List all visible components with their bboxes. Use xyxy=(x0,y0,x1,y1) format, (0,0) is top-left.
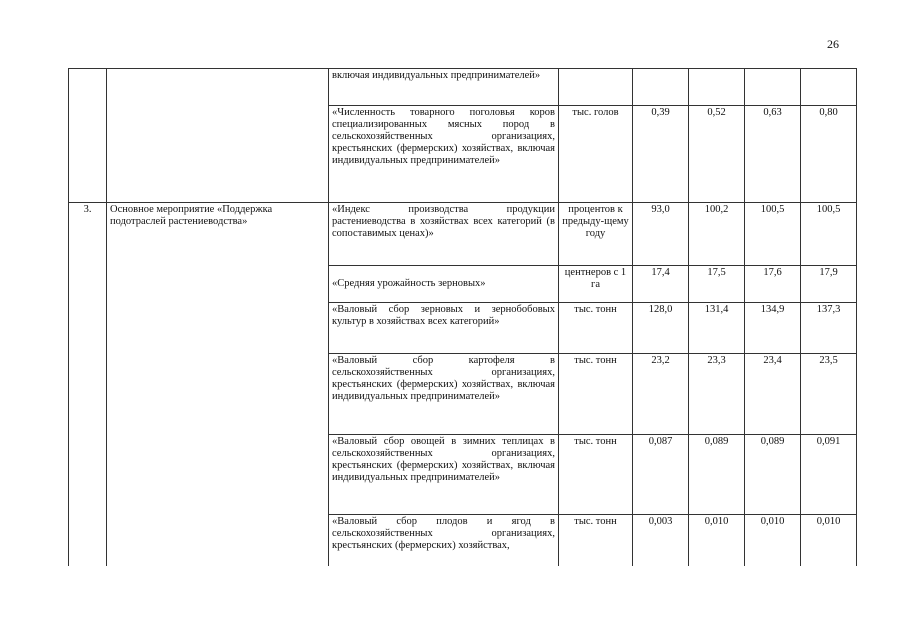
value-cell: 0,39 xyxy=(633,106,689,203)
value-cell: 0,089 xyxy=(745,435,801,515)
value-cell: 0,089 xyxy=(689,435,745,515)
unit-cell: центнеров с 1 га xyxy=(559,266,633,303)
value-cell xyxy=(801,69,857,106)
value-cell: 100,5 xyxy=(745,203,801,266)
activity-name-cell: Основное мероприятие «Поддержка подотраслей растениеводства» xyxy=(107,203,329,566)
indicator-cell: «Валовый сбор овощей в зимних теплицах в сельскохозяйственных организациях, крестьянских (фермерских) хозяйствах, включая индивидуальных предпринимателей» xyxy=(329,435,559,515)
unit-cell: тыс. голов xyxy=(559,106,633,203)
table-row xyxy=(69,203,857,266)
value-cell: 23,5 xyxy=(801,354,857,435)
value-cell xyxy=(689,69,745,106)
indicators-table xyxy=(68,68,857,566)
value-cell: 17,5 xyxy=(689,266,745,303)
value-cell: 23,3 xyxy=(689,354,745,435)
value-cell: 23,4 xyxy=(745,354,801,435)
indicator-cell: «Численность товарного поголовья коров специализированных мясных пород в сельскохозяйственных организациях, крестьянских (фермерских) хозяйствах, включая индивидуальных предпринимателей» xyxy=(329,106,559,203)
value-cell xyxy=(745,69,801,106)
value-cell: 134,9 xyxy=(745,303,801,354)
value-cell: 0,63 xyxy=(745,106,801,203)
value-cell: 23,2 xyxy=(633,354,689,435)
value-cell: 0,003 xyxy=(633,515,689,566)
indicator-cell: «Средняя урожайность зерновых» xyxy=(329,266,559,303)
indicator-cell: включая индивидуальных предпринимателей» xyxy=(329,69,559,106)
value-cell: 17,9 xyxy=(801,266,857,303)
unit-cell: тыс. тонн xyxy=(559,435,633,515)
value-cell: 93,0 xyxy=(633,203,689,266)
value-cell: 100,5 xyxy=(801,203,857,266)
table-row xyxy=(69,69,857,106)
row-number-cell: 3. xyxy=(69,203,107,566)
value-cell: 0,010 xyxy=(745,515,801,566)
indicator-cell: «Валовый сбор зерновых и зернобобовых культур в хозяйствах всех категорий» xyxy=(329,303,559,354)
indicator-cell: «Индекс производства продукции растениеводства в хозяйствах всех категорий (в сопоставимых ценах)» xyxy=(329,203,559,266)
value-cell: 0,010 xyxy=(689,515,745,566)
unit-cell xyxy=(559,69,633,106)
indicator-cell: «Валовый сбор плодов и ягод в сельскохозяйственных организациях, крестьянских (фермерских) хозяйствах, xyxy=(329,515,559,566)
value-cell: 17,6 xyxy=(745,266,801,303)
value-cell: 0,80 xyxy=(801,106,857,203)
value-cell: 100,2 xyxy=(689,203,745,266)
value-cell: 131,4 xyxy=(689,303,745,354)
value-cell: 0,52 xyxy=(689,106,745,203)
unit-cell: тыс. тонн xyxy=(559,515,633,566)
value-cell: 0,010 xyxy=(801,515,857,566)
page-number: 26 xyxy=(827,37,839,51)
value-cell: 0,091 xyxy=(801,435,857,515)
value-cell xyxy=(633,69,689,106)
value-cell: 137,3 xyxy=(801,303,857,354)
row-number-cell xyxy=(69,69,107,203)
unit-cell: процентов к предыду-щему году xyxy=(559,203,633,266)
unit-cell: тыс. тонн xyxy=(559,354,633,435)
value-cell: 128,0 xyxy=(633,303,689,354)
indicator-cell: «Валовый сбор картофеля в сельскохозяйственных организациях, крестьянских (фермерских) хозяйствах, включая индивидуальных предпринимателей» xyxy=(329,354,559,435)
activity-name-cell xyxy=(107,69,329,203)
value-cell: 17,4 xyxy=(633,266,689,303)
unit-cell: тыс. тонн xyxy=(559,303,633,354)
value-cell: 0,087 xyxy=(633,435,689,515)
